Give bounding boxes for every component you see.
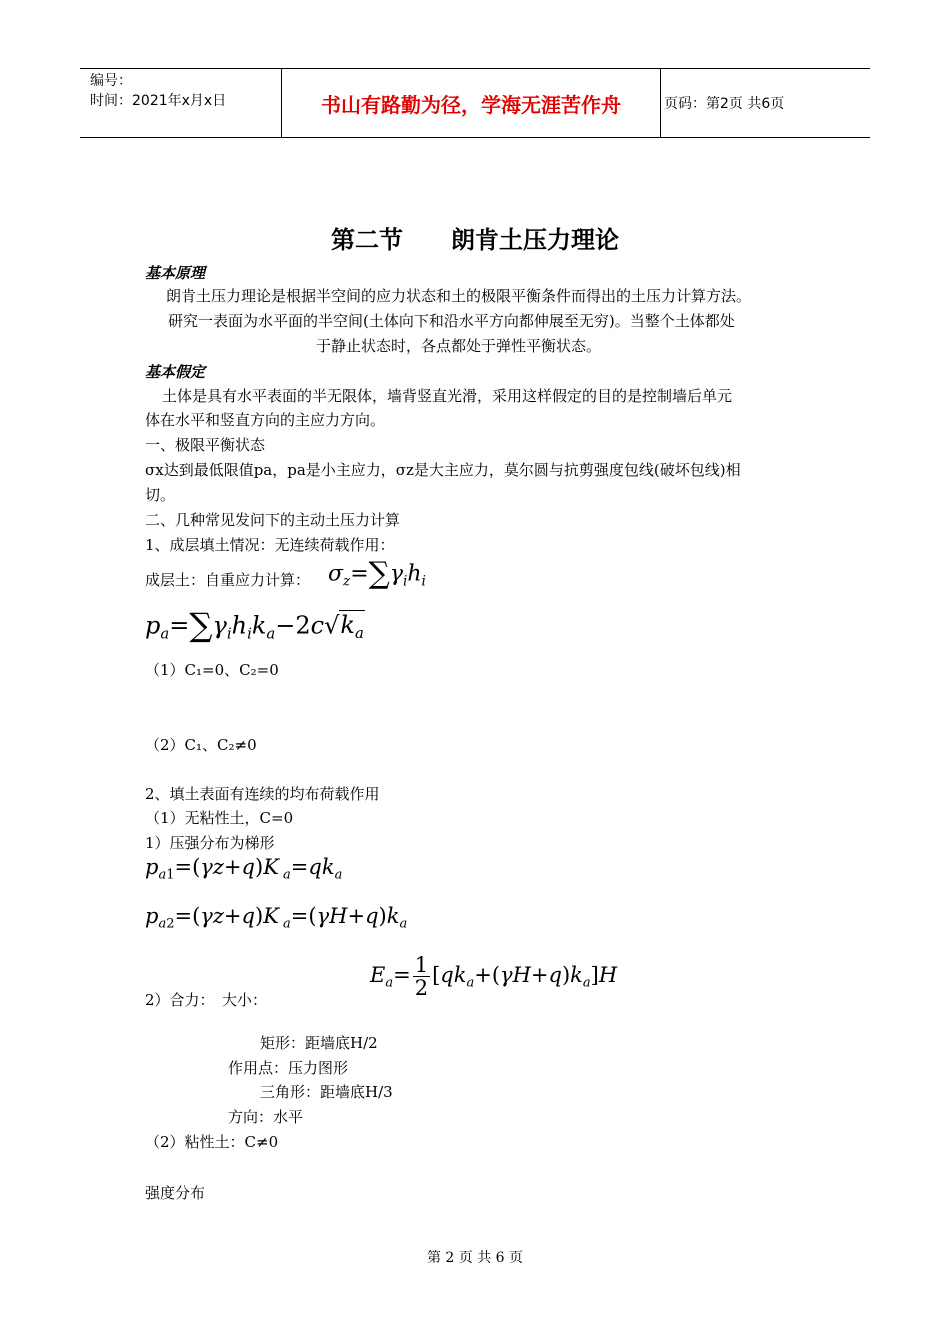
principle-line: 研究一表面为水平面的半空间(土体向下和沿水平方向都伸展至无穷)。当整个土体都处 bbox=[168, 312, 735, 330]
assumption-line: 土体是具有水平表面的半无限体，墙背竖直光滑，采用这样假定的目的是控制墙后单元 bbox=[162, 387, 733, 405]
layered-heading: 1、成层填土情况：无连续荷载作用： bbox=[145, 536, 395, 554]
rectangle-line: 矩形：距墙底H/2 bbox=[260, 1034, 378, 1052]
header-motto: 书山有路勤为径，学海无涯苦作舟 bbox=[321, 92, 621, 117]
header-divider bbox=[660, 69, 661, 137]
noncohesive-heading: （1）无粘性土，C=0 bbox=[145, 809, 294, 827]
page-footer: 第 2 页 共 6 页 bbox=[426, 1250, 524, 1266]
assumption-heading: 基本假定 bbox=[145, 363, 206, 381]
principle-line: 于静止状态时，各点都处于弹性平衡状态。 bbox=[316, 337, 602, 355]
principle-heading: 基本原理 bbox=[145, 264, 206, 282]
strength-line: 强度分布 bbox=[145, 1184, 206, 1202]
header-left bbox=[90, 71, 226, 111]
uniform-load-heading: 2、填土表面有连续的均布荷载作用 bbox=[145, 785, 380, 803]
header-number: 编号： bbox=[90, 73, 132, 89]
case-c-zero: （1）C₁=0、C₂=0 bbox=[145, 661, 279, 679]
section-title: 第二节 朗肯土压力理论 bbox=[331, 226, 619, 254]
direction-line: 方向：水平 bbox=[228, 1108, 304, 1126]
header-page: 页码：第2页 共6页 bbox=[664, 96, 785, 112]
trapezoid-line: 1）压强分布为梯形 bbox=[145, 834, 275, 852]
formula-self-weight-stress: $\sigma_z=\sum\gamma_ih_i$ bbox=[328, 556, 426, 591]
resultant-line: 2）合力： 大小： bbox=[145, 991, 268, 1009]
layered-selfweight: 成层土：自重应力计算： bbox=[145, 571, 311, 589]
action-point-line: 作用点：压力图形 bbox=[228, 1059, 349, 1077]
principle-line: 朗肯土压力理论是根据半空间的应力状态和土的极限平衡条件而得出的土压力计算方法。 bbox=[166, 287, 752, 305]
formula-active-pressure: $p_a=\sum\gamma_ih_ik_a-2c√k_a$ bbox=[145, 606, 364, 644]
limit-line: σx达到最低限值pa，pa是小主应力，σz是大主应力，莫尔圆与抗剪强度包线(破坏包线)相 bbox=[145, 461, 741, 479]
cohesive-heading: （2）粘性土：C≠0 bbox=[145, 1133, 279, 1151]
active-heading: 二、几种常见发问下的主动土压力计算 bbox=[145, 511, 401, 529]
formula-pa1: $p_{a1}=(\gamma z+q)K$ $_a=qk_a$ bbox=[145, 855, 343, 883]
page-header bbox=[80, 68, 870, 138]
case-c-nonzero: （2）C₁、C₂≠0 bbox=[145, 736, 257, 754]
header-time: 时间：2021年x月x日 bbox=[90, 93, 227, 109]
triangle-line: 三角形：距墙底H/3 bbox=[260, 1083, 393, 1101]
limit-heading: 一、极限平衡状态 bbox=[145, 436, 266, 454]
limit-line: 切。 bbox=[145, 486, 176, 504]
formula-pa2: $p_{a2}=(\gamma z+q)K$ $_a=(\gamma H+q)k_a$ bbox=[145, 904, 408, 932]
assumption-line: 体在水平和竖直方向的主应力方向。 bbox=[145, 411, 386, 429]
formula-resultant: $E_a=$ $\frac{1}{2}$ $[qk_a+(\gamma H+q)k_a]H$ bbox=[370, 953, 618, 1001]
